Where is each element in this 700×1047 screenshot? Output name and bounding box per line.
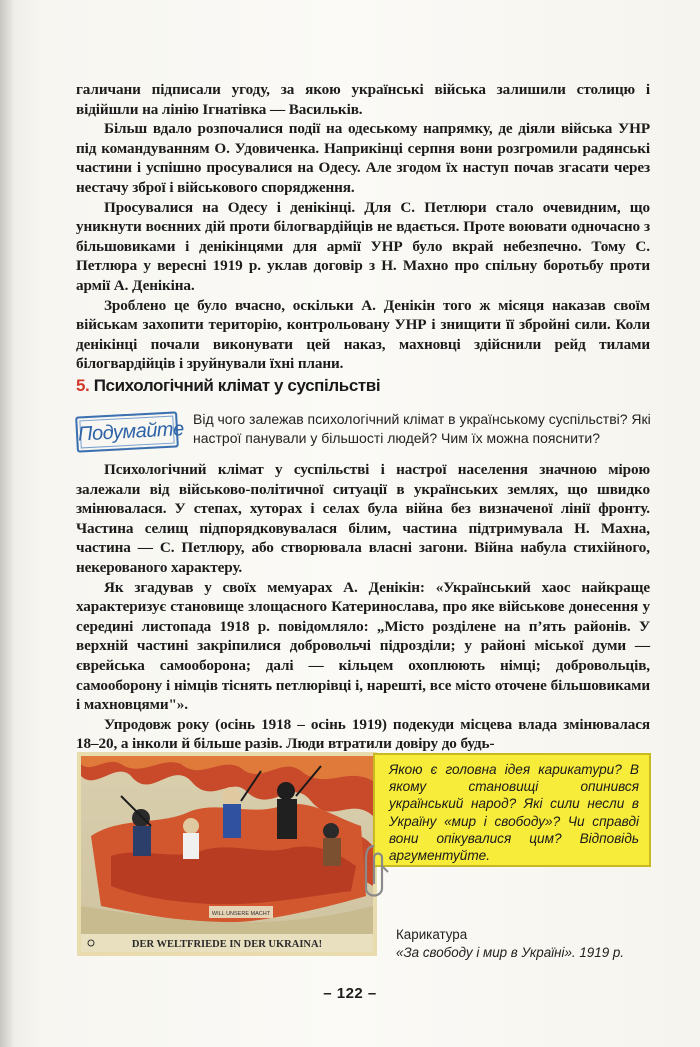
think-stamp: Подумайте	[75, 411, 179, 452]
image-caption	[396, 926, 656, 962]
caricature-illustration	[81, 756, 373, 952]
section-title: Психологічний клімат у суспільстві	[93, 376, 381, 395]
cartoon-banner: DER WELTFRIEDE IN DER UKRAINA!	[131, 939, 323, 950]
paragraph: Упродовж року (осінь 1918 – осінь 1919) подекуди місцева влада змінювалася 18–20, а інколи й більше разів. Люди втратили довіру до будь-	[76, 715, 650, 753]
page-spine-shadow	[0, 0, 14, 1047]
caption-label: Карикатура	[396, 927, 468, 942]
page-number: – 122 –	[323, 985, 377, 1002]
question-box: Якою є головна ідея карикатури? В якому становищі опинився український народ? Які сили несли в Україну «мир і свободу»? Чи справді вони опікувалися цим? Відповідь аргументуйте.	[373, 753, 651, 867]
paragraph: Просувалися на Одесу і денікінці. Для С. Петлюри стало очевидним, що уникнути воєнних дій проти білогвардійців не вдається. Проте воювати одночасно з більшовиками і денікінцями для армії УНР було вкрай небезпечно. Тому С. Петлюра у вересні 1919 р. уклав договір з Н. Махно про спільну боротьбу проти армії А. Денікіна.	[76, 198, 650, 294]
cartoon-small-label: WILL UNSERE MACHT	[211, 911, 271, 917]
think-prompt	[76, 410, 650, 454]
caricature-image	[77, 752, 377, 956]
caption-title: «За свободу і мир в Україні». 1919 р.	[396, 945, 625, 960]
paragraph: Психологічний клімат у суспільстві і настрої населення значною мірою залежали від військово-політичної ситуації в українських землях, що швидко змінювалася. У степах, хуторах і селах була війна без визначеної лінії фронту. Частина селищ підпорядковувалася білим, частина підтримувала Н. Махна, частина — С. Петлюру, або створювала власні загони. Війна набула стихійного, некерованого характеру.	[76, 461, 650, 576]
paragraph: галичани підписали угоду, за якою українські війська залишили столицю і відійшли на лінію Ігнатівка — Васильків.	[76, 81, 650, 118]
body-text-bottom	[76, 460, 650, 754]
paragraph: Як згадував у своїх мемуарах А. Денікін: «Український хаос найкраще характеризує становище злощасного Катеринослава, про яке військове донесення у середині листопада 1918 р. повідомляло: „Місто розділене на п’ять районів. У верхній частині закріпилися добровольчі підрозділи; у районі міської думи — єврейська самооборона; далі — кільцем охоплюють німці; добровольців, самооборону і німців тіснять петлюрівці і, нарешті, все місто оточене більшовиками і махновцями"».	[76, 578, 650, 714]
section-heading	[76, 376, 650, 400]
section-number: 5.	[76, 376, 90, 395]
paragraph: Зроблено це було вчасно, оскільки А. Денікін того ж місяця наказав своїм військам захопити територію, контрольовану УНР і знищити її збройні сили. Коли денікінці почали виконувати цей наказ, махновці здійснили рейд тилами білогвардійців і зруйнували їхні плани.	[76, 296, 650, 373]
think-question: Від чого залежав психологічний клімат в українському суспільстві? Які настрої панували у більшості людей? Чим їх можна пояснити?	[193, 411, 651, 446]
paragraph: Більш вдало розпочалися події на одеському напрямку, де діяли війська УНР під командуванням О. Удовиченка. Наприкінці серпня вони розгромили радянські частини і успішно просувалися на Одесу. Але згодом їх наступ почав згасати через нестачу зброї і військового спорядження.	[76, 120, 650, 196]
body-text-top	[76, 80, 650, 374]
paperclip-icon	[362, 842, 402, 902]
